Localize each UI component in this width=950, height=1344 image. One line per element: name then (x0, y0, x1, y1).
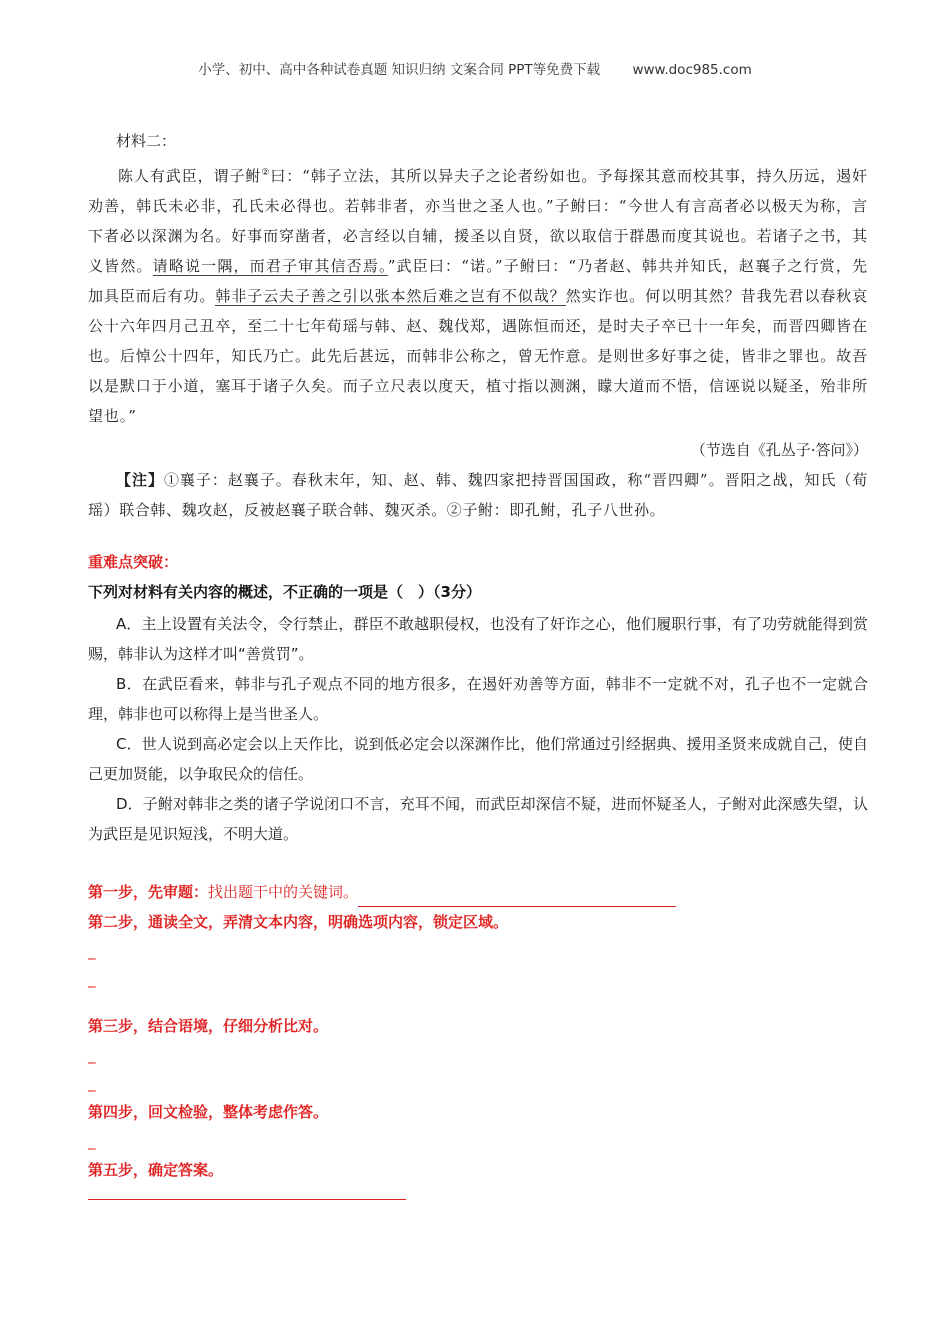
question-stem: 下列对材料有关内容的概述，不正确的一项是（ ）（3分） (88, 583, 481, 601)
step-4-blank[interactable]: _ (88, 1132, 96, 1150)
underlined-sentence-1: 请略说一隅，而君子审其信否焉。 (152, 257, 388, 275)
step-3-blank-1[interactable]: _ (88, 1046, 96, 1064)
header-text: 小学、初中、高中各种试卷真题 知识归纳 文案合同 PPT等免费下载 (198, 62, 601, 78)
step-2: 第二步，通读全文，弄清文本内容，明确选项内容，锁定区域。 (88, 913, 509, 931)
footnote-mark: ② (261, 168, 271, 178)
step-3-blank-2[interactable]: _ (88, 1074, 96, 1092)
document-body (88, 128, 868, 1200)
passage-paragraph (88, 158, 868, 431)
step-3: 第三步，结合语境，仔细分析比对。 (88, 1017, 329, 1035)
option-b: B．在武臣看来，韩非与孔子观点不同的地方很多，在遏奸劝善等方面，韩非不一定就不对，孔子也不一定就合理，韩非也可以称得上是当世圣人。 (88, 675, 868, 723)
step-1 (88, 877, 868, 907)
passage-part3: ”武臣曰：“诺。”子鲋曰：“乃者赵、韩共并知氏，赵襄子之行赏，先加具臣而后有功。 (88, 257, 868, 305)
option-c: C．世人说到高必定会以上天作比，说到低必定会以深渊作比，他们常通过引经据典、援用圣贤来成就自己，使自己更加贤能，以争取民众的信任。 (88, 735, 868, 783)
step-2-blank-2[interactable]: _ (88, 970, 96, 988)
step-2-blank-1[interactable]: _ (88, 942, 96, 960)
passage-part2: 曰：“韩子立法，其所以异夫子之论者纷如也。予每探其意而校其事，持久历远，遏奸劝善，韩氏未必非，孔氏未必得也。若韩非者，亦当世之圣人也。”子鲋曰：“今世人有言高者必以极天为称，言下者必以深渊为名。好事而穿凿者，必言经以自辅，援圣以自贤，欲以取信于群愚而度其说也。若诸子之书，其义皆然。 (88, 167, 869, 275)
note-label: 【注】 (116, 471, 164, 489)
step-1-instruction: 找出题干中的关键词。 (208, 883, 359, 901)
source-citation: （节选自《孔丛子·答问》） (690, 441, 868, 459)
steps-section (88, 877, 868, 1200)
header-url[interactable]: www.doc985.com (632, 62, 752, 78)
material-label: 材料二： (116, 132, 177, 150)
passage-part1: 陈人有武臣，谓子鲋 (118, 167, 262, 185)
underlined-sentence-2: 韩非子云夫子善之引以张本然后难之岂有不似哉？ (215, 287, 566, 305)
step-1-title: 第一步，先审题： (88, 883, 209, 901)
option-a: A．主上设置有关法令，令行禁止，群臣不敢越职侵权，也没有了奸诈之心，他们履职行事，有了功劳就能得到赏赐，韩非认为这样才叫“善赏罚”。 (88, 615, 868, 663)
passage-part4: 然实诈也。何以明其然？昔我先君以春秋哀公十六年四月己丑卒，至二十七年荀瑶与韩、赵、魏伐郑，遇陈恒而还，是时夫子卒已十一年矣，而晋四卿皆在也。后悼公十四年，知氏乃亡。此先后甚远，而韩非公称之，曾无怍意。是则世多好事之徒，皆非之罪也。故吾以是默口于小道，塞耳于诸子久矣。而子立尺表以度天，植寸指以测渊，矇大道而不悟，信诬说以疑圣，殆非所望也。” (88, 287, 868, 425)
step-5: 第五步，确定答案。 (88, 1161, 224, 1179)
step-4: 第四步，回文检验，整体考虑作答。 (88, 1103, 329, 1121)
page-header (0, 58, 950, 78)
option-d: D．子鲋对韩非之类的诸子学说闭口不言，充耳不闻，而武臣却深信不疑，进而怀疑圣人，子鲋对此深感失望，认为武臣是见识短浅，不明大道。 (88, 795, 868, 843)
options-list (88, 609, 868, 849)
step-5-answer-line[interactable] (88, 1199, 406, 1200)
section-title: 重难点突破： (88, 553, 179, 571)
note-text: ①襄子：赵襄子。春秋末年，知、赵、韩、魏四家把持晋国国政，称“晋四卿”。晋阳之战，知氏（荀瑶）联合韩、魏攻赵，反被赵襄子联合韩、魏灭杀。②子鲋：即孔鲋，孔子八世孙。 (88, 471, 868, 519)
passage (88, 158, 868, 431)
step-1-answer-blank[interactable] (358, 888, 676, 907)
annotation (88, 465, 868, 525)
